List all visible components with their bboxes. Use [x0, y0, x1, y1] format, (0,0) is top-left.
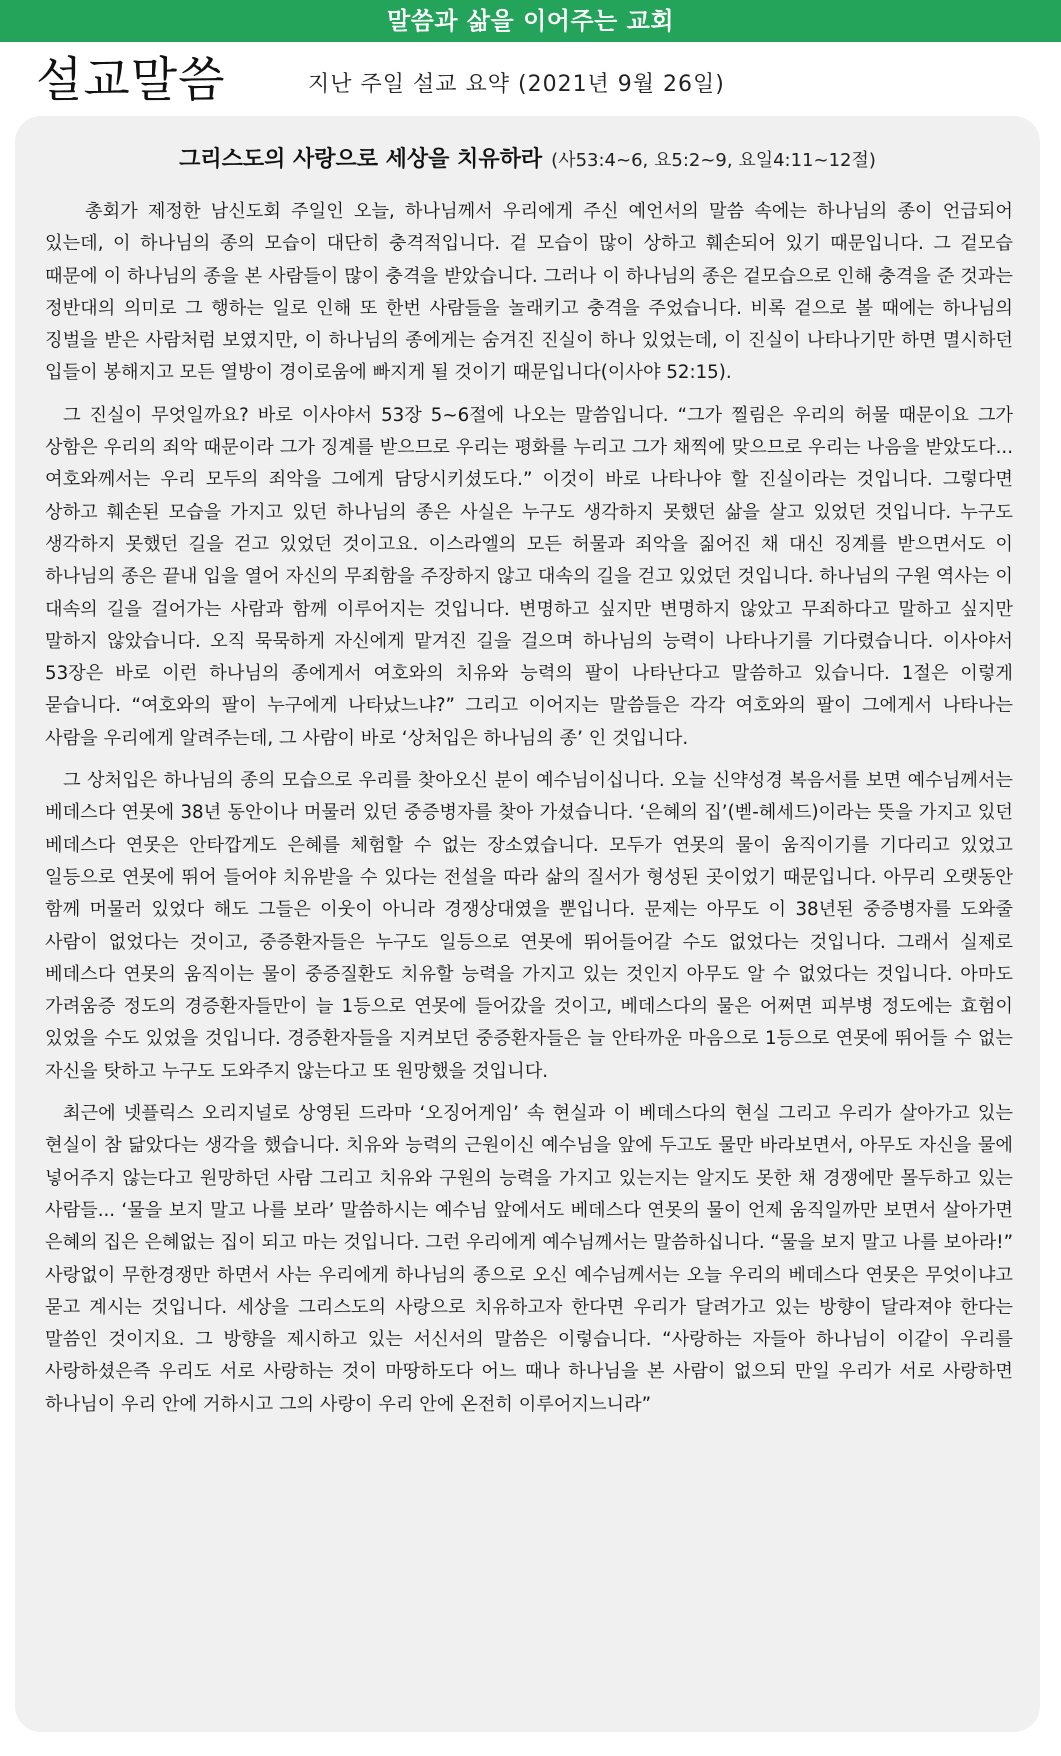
- top-banner: [0, 0, 1061, 42]
- banner-text: 말씀과 삶을 이어주는 교회: [386, 7, 675, 35]
- section-title: 설교말씀: [36, 52, 226, 108]
- sermon-paragraph-3: 그 상처입은 하나님의 종의 모습으로 우리를 찾아오신 분이 예수님이십니다. 오늘 신약성경 복음서를 보면 예수님께서는 베데스다 연못에 38년 동안이나 머물러 있던 중증병자를 찾아 가셨습니다. ‘은혜의 집’(벧-헤세드)이라는 뜻을 가지고 있던 베데스다 연못은 안타깝게도 은혜를 체험할 수 없는 장소였습니다. 모두가 연못의 물이 움직이기를 기다리고 있었고 일등으로 연못에 뛰어 들어야 치유받을 수 있다는 전설을 따라 삶의 질서가 형성된 곳이었기 때문입니다. 아무리 오랫동안 함께 머물러 있었다 해도 그들은 이웃이 아니라 경쟁상대였을 뿐입니다. 문제는 아무도 이 38년된 중증병자를 도와줄 사람이 없었다는 것이고, 중증환자들은 누구도 일등으로 연못에 뛰어들어갈 수도 없었다는 것입니다. 그래서 실제로 베데스다 연못의 움직이는 물이 중증질환도 치유할 능력을 가지고 있는 것인지 아무도 알 수 없었다는 것입니다. 아마도 가려움증 정도의 경증환자들만이 늘 1등으로 연못에 들어갔을 것이고, 베데스다의 물은 어쩌면 피부병 정도에는 효험이 있었을 수도 있었을 것입니다. 경증환자들을 지켜보던 중증환자들은 늘 안타까운 마음으로 1등으로 연못에 뛰어들 수 없는 자신을 탓하고 누구도 도와주지 않는다고 또 원망했을 것입니다.: [45, 770, 1013, 1082]
- sermon-heading: [15, 142, 1040, 173]
- sermon-paragraph-2: 그 진실이 무엇일까요? 바로 이사야서 53장 5~6절에 나오는 말씀입니다. “그가 찔림은 우리의 허물 때문이요 그가 상함은 우리의 죄악 때문이라 그가 징계를 받으므로 우리는 평화를 누리고 그가 채찍에 맞으므로 우리는 나음을 받았도다...여호와께서는 우리 모두의 죄악을 그에게 담당시키셨도다.” 이것이 바로 나타나야 할 진실이라는 것입니다. 그렇다면 상하고 훼손된 모습을 가지고 있던 하나님의 종은 사실은 누구도 생각하지 못했던 삶을 살고 있었던 것입니다. 누구도 생각하지 못했던 길을 걷고 있었던 것이고요. 이스라엘의 모든 허물과 죄악을 짊어진 채 대신 징계를 받으면서도 이 하나님의 종은 끝내 입을 열어 자신의 무죄함을 주장하지 않고 대속의 길을 걷고 있었던 것입니다. 하나님의 구원 역사는 이 대속의 길을 걸어가는 사람과 함께 이루어지는 것입니다. 변명하고 싶지만 변명하지 않았고 무죄하다고 말하고 싶지만 말하지 않았습니다. 오직 묵묵하게 자신에게 맡겨진 길을 걸으며 하나님의 능력이 나타나기를 기다렸습니다. 이사야서 53장은 바로 이런 하나님의 종에게서 여호와의 치유와 능력의 팔이 나타난다고 말씀하고 있습니다. 1절은 이렇게 묻습니다. “여호와의 팔이 누구에게 나타났느냐?” 그리고 이어지는 말씀들은 각각 여호와의 팔이 그에게서 나타나는 사람을 우리에게 알려주는데, 그 사람이 바로 ‘상처입은 하나님의 종’ 인 것입니다.: [45, 404, 1013, 749]
- sermon-panel: [15, 116, 1040, 1732]
- section-subtitle: 지난 주일 설교 요약 (2021년 9월 26일): [308, 72, 725, 97]
- page-header: [36, 50, 1036, 116]
- sermon-body: [45, 196, 1013, 1431]
- sermon-paragraph-1: 총회가 제정한 남신도회 주일인 오늘, 하나님께서 우리에게 주신 예언서의 말씀 속에는 하나님의 종이 언급되어 있는데, 이 하나님의 종의 모습이 대단히 충격적입니다. 겉 모습이 많이 상하고 훼손되어 있기 때문입니다. 그 겉모습 때문에 이 하나님의 종을 본 사람들이 많이 충격을 받았습니다. 그러나 이 하나님의 종은 겉모습으로 인해 충격을 준 것과는 정반대의 의미로 그 행하는 일로 인해 또 한번 사람들을 놀래키고 충격을 주었습니다. 비록 겉으로 볼 때에는 하나님의 징벌을 받은 사람처럼 보였지만, 이 하나님의 종에게는 숨겨진 진실이 하나 있었는데, 이 진실이 나타나기만 하면 멸시하던 입들이 봉해지고 모든 열방이 경이로움에 빠지게 될 것이기 때문입니다(이사야 52:15).: [45, 201, 1013, 384]
- sermon-scripture-reference: (사53:4~6, 요5:2~9, 요일4:11~12절): [551, 150, 876, 171]
- sermon-paragraph-4: 최근에 넷플릭스 오리지널로 상영된 드라마 ‘오징어게임’ 속 현실과 이 베데스다의 현실 그리고 우리가 살아가고 있는 현실이 참 닮았다는 생각을 했습니다. 치유와 능력의 근원이신 예수님을 앞에 두고도 물만 바라보면서, 아무도 자신을 물에 넣어주지 않는다고 원망하던 사람 그리고 치유와 구원의 능력을 가지고 있는지는 알지도 못한 채 경쟁에만 몰두하고 있는 사람들... ‘물을 보지 말고 나를 보라’ 말씀하시는 예수님 앞에서도 베데스다 연못의 물이 언제 움직일까만 보면서 살아가면 은혜의 집은 은혜없는 집이 되고 마는 것입니다. 그런 우리에게 예수님께서는 말씀하십니다. “물을 보지 말고 나를 보아라!” 사랑없이 무한경쟁만 하면서 사는 우리에게 하나님의 종으로 오신 예수님께서는 오늘 우리의 베데스다 연못은 무엇이냐고 묻고 계시는 것입니다. 세상을 그리스도의 사랑으로 치유하고자 한다면 우리가 달려가고 있는 방향이 달라져야 한다는 말씀인 것이지요. 그 방향을 제시하고 있는 서신서의 말씀은 이렇습니다. “사랑하는 자들아 하나님이 이같이 우리를 사랑하셨은즉 우리도 서로 사랑하는 것이 마땅하도다 어느 때나 하나님을 본 사람이 없으되 만일 우리가 서로 사랑하면 하나님이 우리 안에 거하시고 그의 사랑이 우리 안에 온전히 이루어지느니라”: [45, 1103, 1013, 1415]
- sermon-title: 그리스도의 사랑으로 세상을 치유하라: [179, 147, 543, 172]
